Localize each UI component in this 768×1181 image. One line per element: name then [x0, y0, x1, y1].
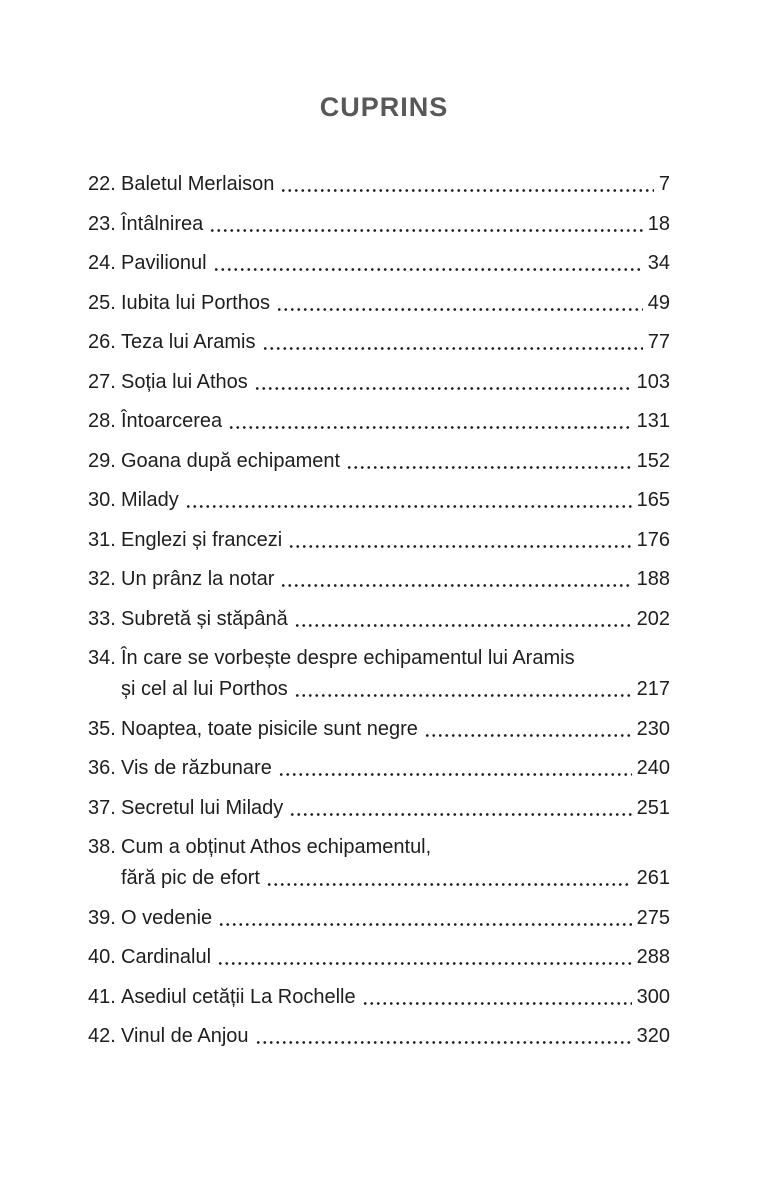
- chapter-title: Teza lui Aramis: [121, 331, 256, 353]
- toc-entry[interactable]: [88, 832, 670, 894]
- toc-entry-content: [121, 982, 670, 1013]
- toc-entry[interactable]: [88, 604, 670, 635]
- toc-entry-content: [121, 446, 670, 477]
- toc-entry-row: [121, 753, 670, 784]
- chapter-number: 33.: [88, 607, 116, 630]
- chapter-title: Întoarcerea: [121, 410, 223, 432]
- chapter-number: 36.: [88, 757, 116, 779]
- dot-leader: [424, 734, 632, 737]
- dot-leader: [266, 883, 632, 886]
- toc-entry-row: [121, 714, 670, 745]
- chapter-title: Pavilionul: [121, 252, 207, 274]
- dot-leader: [294, 624, 632, 627]
- chapter-title: Englezi și francezi: [121, 528, 283, 551]
- dot-leader: [185, 505, 632, 508]
- chapter-number: 31.: [88, 528, 116, 551]
- toc-entry-content: [121, 714, 670, 745]
- chapter-number: 35.: [88, 717, 116, 740]
- toc-entry-row: [121, 604, 670, 635]
- dot-leader: [255, 1041, 632, 1044]
- dot-leader: [213, 268, 643, 271]
- chapter-number: 32.: [88, 568, 116, 590]
- toc-entry-content: [121, 209, 670, 240]
- chapter-number: 37.: [88, 796, 116, 819]
- page-number: 165: [636, 489, 670, 511]
- toc-entry-row: [121, 564, 670, 595]
- page-title: CUPRINS: [319, 92, 449, 122]
- toc-entry[interactable]: [88, 753, 670, 784]
- chapter-title: Vinul de Anjou: [121, 1025, 249, 1047]
- chapter-title: Un prânz la notar: [121, 568, 275, 590]
- toc-entry-row: [121, 446, 670, 477]
- dot-leader: [288, 545, 631, 548]
- toc-entry-content: [121, 248, 670, 279]
- toc-entry-row: [121, 248, 670, 279]
- toc-entry[interactable]: [88, 446, 670, 477]
- page-number: 152: [636, 449, 670, 472]
- toc-entry-row: [121, 674, 670, 705]
- dot-leader: [209, 229, 642, 232]
- chapter-number: 22.: [88, 173, 116, 195]
- chapter-number: 38.: [88, 836, 116, 858]
- toc-entry-row: [121, 942, 670, 973]
- chapter-number: 26.: [88, 331, 116, 353]
- chapter-title: Soția lui Athos: [121, 370, 248, 393]
- chapter-title: Baletul Merlaison: [121, 173, 275, 195]
- chapter-number: 34.: [88, 647, 116, 669]
- toc-entry-row: [121, 793, 670, 824]
- dot-leader: [254, 387, 632, 390]
- toc-entry-content: [121, 367, 670, 398]
- page-number: 77: [647, 331, 670, 353]
- toc-entry-row: [121, 288, 670, 319]
- toc-entry[interactable]: [88, 564, 670, 595]
- toc-entry-row: [121, 327, 670, 358]
- dot-leader: [276, 308, 643, 311]
- chapter-number: 40.: [88, 946, 116, 968]
- toc-entry[interactable]: [88, 248, 670, 279]
- toc-entry[interactable]: [88, 903, 670, 934]
- chapter-title: Întâlnirea: [121, 212, 204, 235]
- page-number: 176: [636, 528, 670, 551]
- dot-leader: [294, 694, 632, 697]
- chapter-title: Secretul lui Milady: [121, 796, 284, 819]
- toc-list: [88, 169, 670, 1052]
- toc-entry[interactable]: [88, 793, 670, 824]
- toc-entry[interactable]: [88, 525, 670, 556]
- toc-entry-content: [121, 643, 670, 705]
- page-number: 49: [647, 291, 670, 314]
- page-number: 275: [636, 906, 670, 929]
- page-number: 261: [636, 867, 670, 889]
- toc-entry-content: [121, 564, 670, 595]
- toc-entry-content: [121, 327, 670, 358]
- page-number: 7: [658, 173, 670, 195]
- chapter-title: Goana după echipament: [121, 449, 341, 472]
- dot-leader: [217, 962, 632, 965]
- toc-entry-content: [121, 1021, 670, 1052]
- page-number: 300: [636, 985, 670, 1008]
- toc-entry[interactable]: [88, 288, 670, 319]
- toc-entry-content: [121, 753, 670, 784]
- page-number: 251: [636, 796, 670, 819]
- page-number: 230: [636, 717, 670, 740]
- page-number: 320: [636, 1025, 670, 1047]
- toc-entry-content: [121, 832, 670, 894]
- toc-entry[interactable]: [88, 406, 670, 437]
- toc-entry-content: [121, 169, 670, 200]
- chapter-number: 41.: [88, 985, 116, 1008]
- toc-entry-row: [121, 903, 670, 934]
- chapter-number: 30.: [88, 489, 116, 511]
- chapter-number: 24.: [88, 252, 116, 274]
- chapter-number: 27.: [88, 370, 116, 393]
- toc-entry[interactable]: [88, 982, 670, 1013]
- toc-entry[interactable]: [88, 169, 670, 200]
- toc-entry-row: [121, 525, 670, 556]
- chapter-title: Milady: [121, 489, 179, 511]
- toc-entry-content: [121, 485, 670, 516]
- chapter-number: 28.: [88, 410, 116, 432]
- toc-entry-row: [121, 1021, 670, 1052]
- chapter-title: Asediul cetății La Rochelle: [121, 985, 356, 1008]
- chapter-title: În care se vorbește despre echipamentul lui Aramis: [121, 647, 575, 669]
- dot-leader: [280, 584, 631, 587]
- toc-entry-row: [121, 169, 670, 200]
- toc-entry-row: [121, 485, 670, 516]
- toc-entry-content: [121, 793, 670, 824]
- toc-entry-content: [121, 604, 670, 635]
- chapter-title: Cum a obținut Athos echipamentul,: [121, 836, 432, 858]
- chapter-title: Cardinalul: [121, 946, 212, 968]
- chapter-title: Noaptea, toate pisicile sunt negre: [121, 717, 418, 740]
- page-number: 103: [636, 370, 670, 393]
- toc-entry[interactable]: [88, 643, 670, 705]
- page-number: 34: [647, 252, 670, 274]
- page-number: 240: [636, 757, 670, 779]
- dot-leader: [280, 189, 653, 192]
- chapter-title-continued: și cel al lui Porthos: [121, 678, 288, 700]
- toc-entry-content: [121, 406, 670, 437]
- toc-entry-row: [121, 982, 670, 1013]
- toc-entry[interactable]: [88, 1021, 670, 1052]
- dot-leader: [278, 773, 632, 776]
- dot-leader: [218, 923, 631, 926]
- toc-entry[interactable]: [88, 485, 670, 516]
- chapter-number: 29.: [88, 449, 116, 472]
- page-number: 202: [636, 607, 670, 630]
- dot-leader: [228, 426, 631, 429]
- page-number: 188: [636, 568, 670, 590]
- toc-entry-content: [121, 942, 670, 973]
- toc-entry-row: [121, 367, 670, 398]
- chapter-number: 42.: [88, 1025, 116, 1047]
- toc-entry[interactable]: [88, 327, 670, 358]
- dot-leader: [362, 1002, 632, 1005]
- toc-entry-content: [121, 903, 670, 934]
- toc-entry[interactable]: [88, 942, 670, 973]
- toc-entry-row: [121, 863, 670, 894]
- toc-entry-content: [121, 525, 670, 556]
- toc-entry-row: [121, 209, 670, 240]
- chapter-title: Iubita lui Porthos: [121, 291, 270, 314]
- toc-entry-content: [121, 288, 670, 319]
- page-number: 18: [647, 212, 670, 235]
- page-number: 131: [636, 410, 670, 432]
- chapter-title: O vedenie: [121, 906, 213, 929]
- chapter-title: Vis de răzbunare: [121, 757, 272, 779]
- dot-leader: [289, 813, 631, 816]
- toc-entry[interactable]: [88, 714, 670, 745]
- chapter-title-continued: fără pic de efort: [121, 867, 260, 889]
- toc-entry-row: [121, 406, 670, 437]
- chapter-number: 39.: [88, 906, 116, 929]
- chapter-number: 25.: [88, 291, 116, 314]
- dot-leader: [262, 347, 643, 350]
- page-number: 288: [636, 946, 670, 968]
- chapter-number: 23.: [88, 212, 116, 235]
- chapter-title: Subretă și stăpână: [121, 607, 288, 630]
- toc-entry[interactable]: [88, 209, 670, 240]
- page-number: 217: [636, 678, 670, 700]
- toc-entry[interactable]: [88, 367, 670, 398]
- dot-leader: [346, 466, 632, 469]
